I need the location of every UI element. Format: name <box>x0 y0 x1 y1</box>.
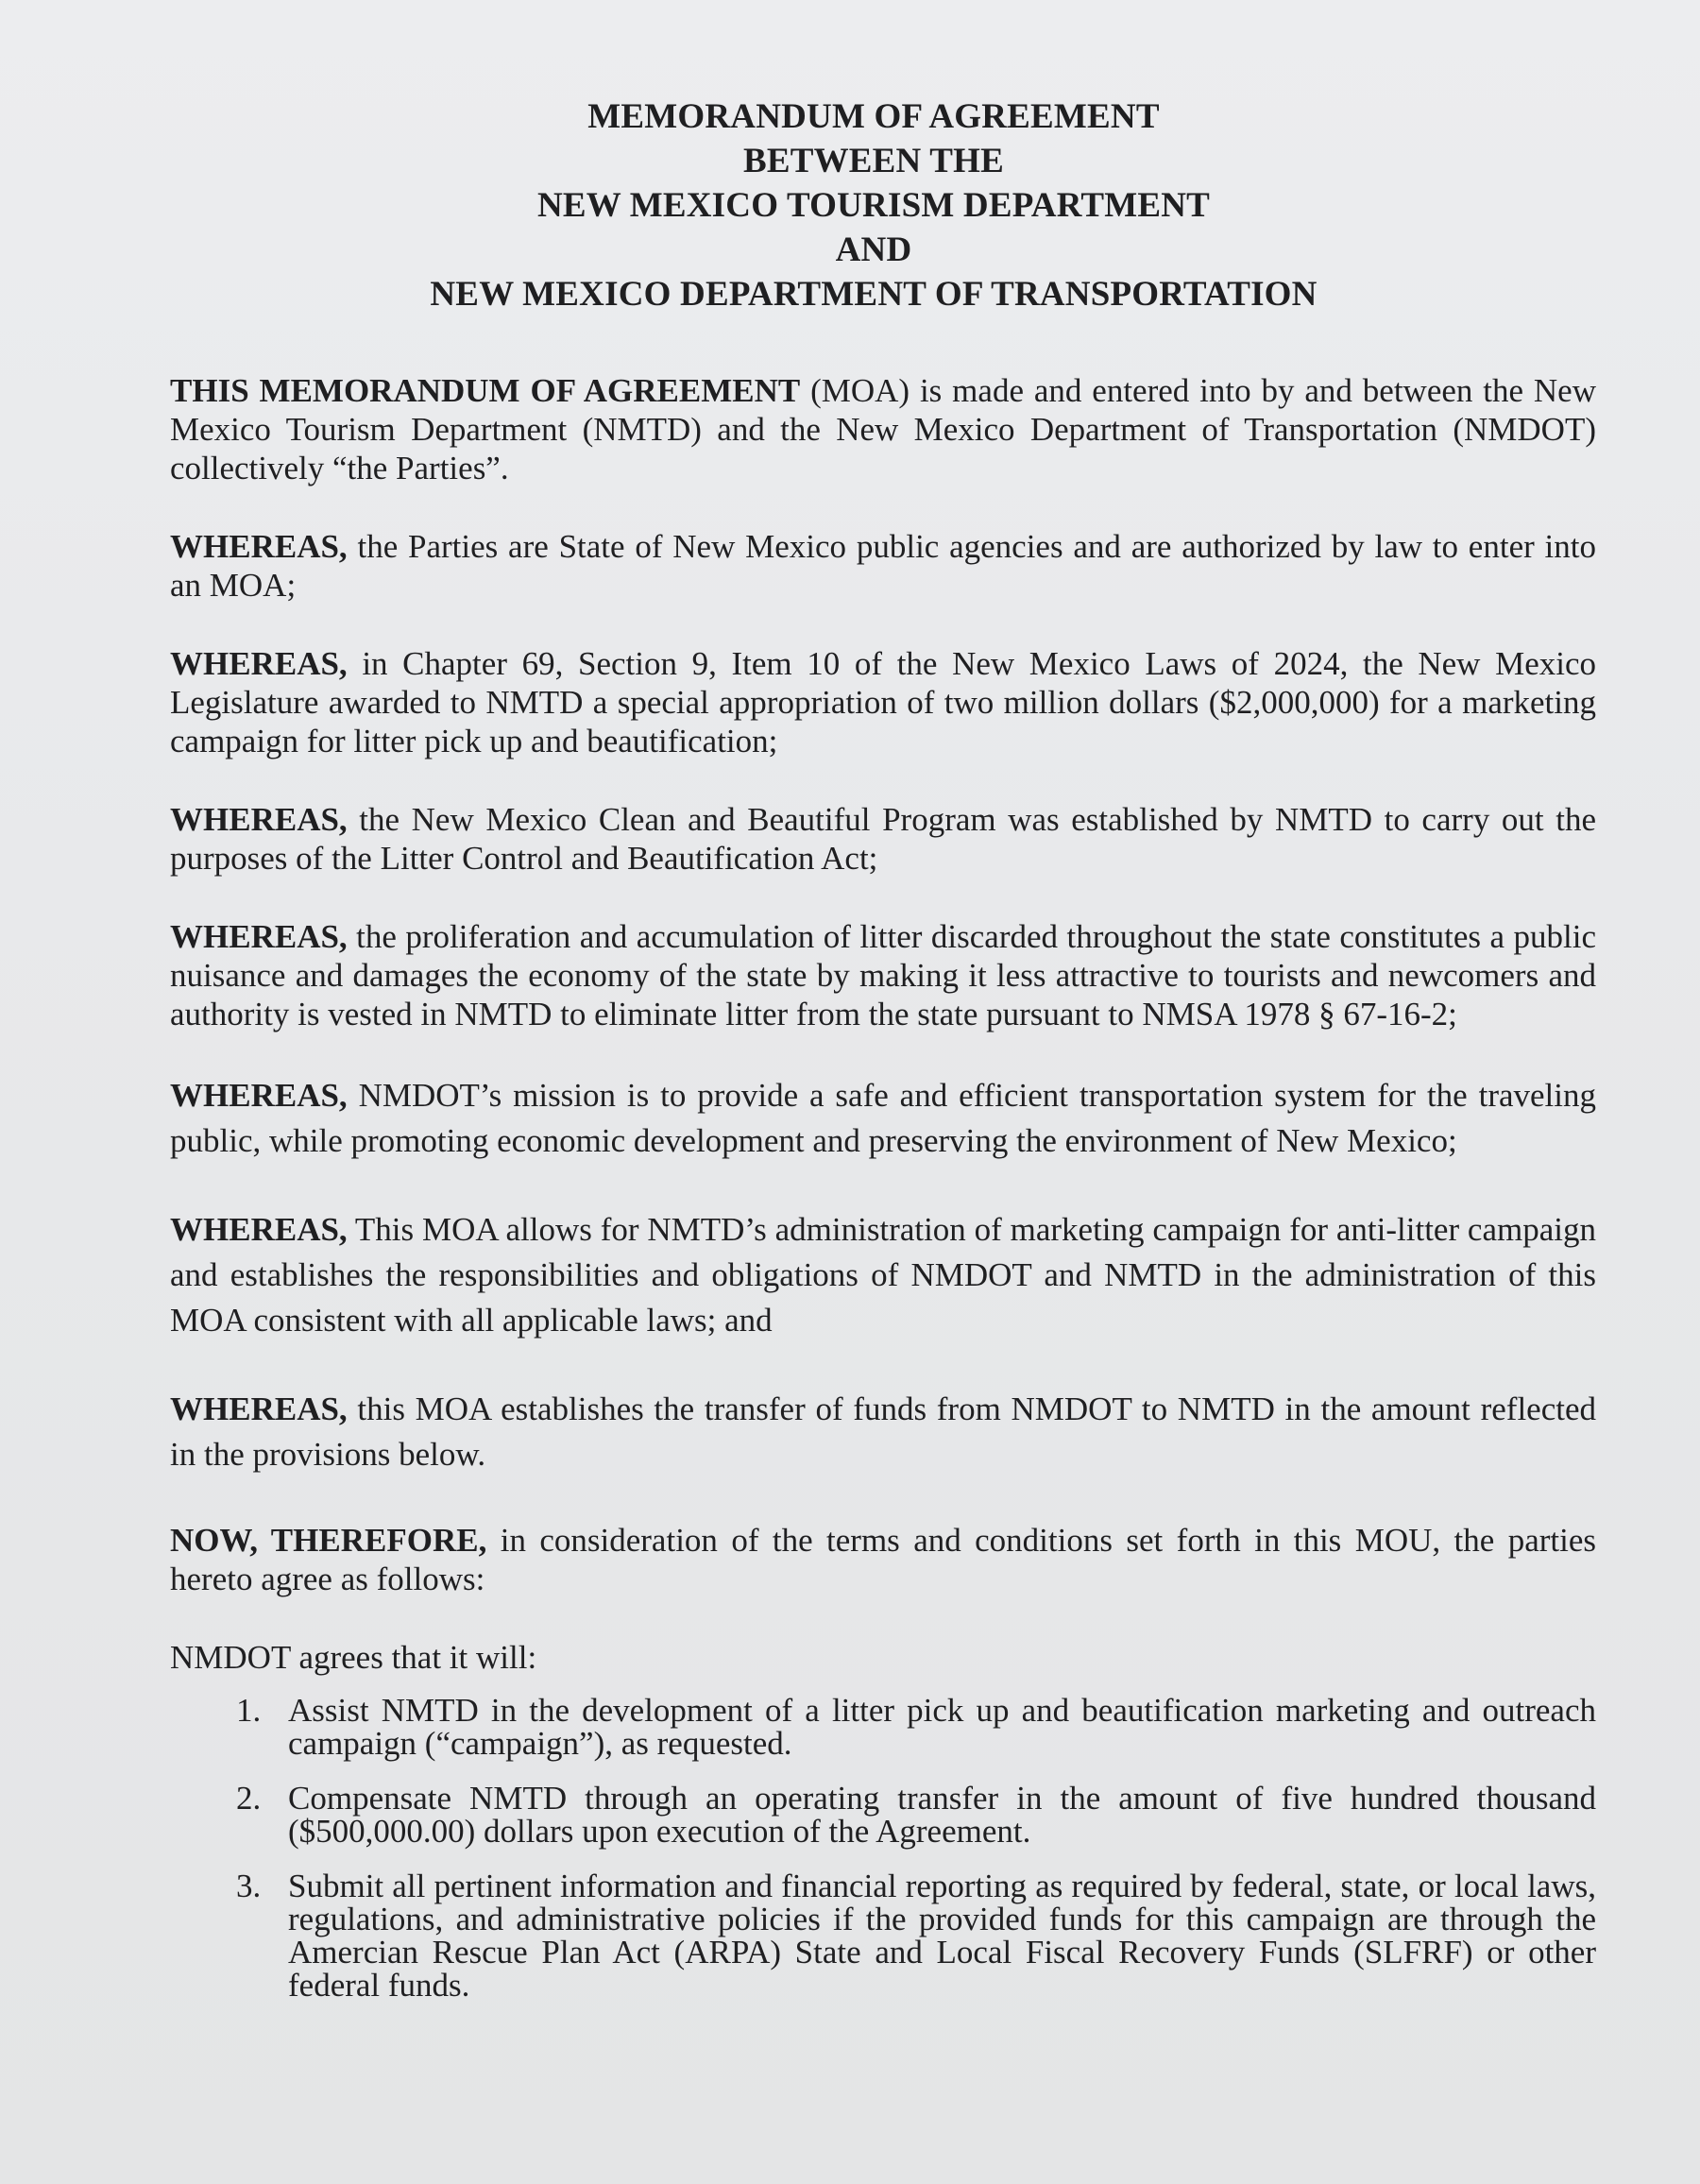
whereas-lead: WHEREAS, <box>170 918 348 955</box>
whereas-paragraph-7 <box>170 1387 1596 1477</box>
whereas-lead: WHEREAS, <box>170 528 348 565</box>
now-therefore-text: in consideration of the terms and conditions set forth in this MOU, the parties hereto agree as follows: <box>170 1522 1596 1597</box>
list-item-text: Compensate NMTD through an operating transfer in the amount of five hundred thousand ($500,000.00) dollars upon execution of the Agreement. <box>288 1780 1596 1850</box>
whereas-text: in Chapter 69, Section 9, Item 10 of the New Mexico Laws of 2024, the New Mexico Legislature awarded to NMTD a special appropriation of two million dollars ($2,000,000) for a marketing campaign for litter pick up and beautification; <box>170 645 1596 759</box>
title-line: NEW MEXICO DEPARTMENT OF TRANSPORTATION <box>430 275 1318 314</box>
intro-paragraph <box>170 371 1596 487</box>
whereas-text: the New Mexico Clean and Beautiful Program was established by NMTD to carry out the purposes of the Litter Control and Beautification Act; <box>170 801 1596 877</box>
now-therefore-paragraph <box>170 1521 1596 1598</box>
title-line: NEW MEXICO TOURISM DEPARTMENT <box>536 186 1211 225</box>
nmdot-agrees-heading: NMDOT agrees that it will: <box>170 1639 537 1676</box>
intro-text: (MOA) is made and entered into by and between the New Mexico Tourism Department (NMTD) and the New Mexico Department of Transportation (NMDOT) collectively “the Parties”. <box>170 372 1596 486</box>
list-item-number: 3. <box>236 1868 262 1904</box>
list-item <box>236 1694 1596 1760</box>
whereas-paragraph-2 <box>170 644 1596 760</box>
whereas-text: the Parties are State of New Mexico public agencies and are authorized by law to enter into an MOA; <box>170 528 1596 604</box>
whereas-text: NMDOT’s mission is to provide a safe and efficient transportation system for the traveling public, while promoting economic development and preserving the environment of New Mexico; <box>170 1077 1596 1159</box>
whereas-paragraph-4 <box>170 917 1596 1033</box>
document-title <box>170 94 1596 316</box>
list-item-text: Submit all pertinent information and financial reporting as required by federal, state, or local laws, regulations, and administrative policies if the provided funds for this campaign are through the Amercian Rescue Plan Act (ARPA) State and Local Fiscal Recovery Funds (SLFRF) or other federal funds. <box>288 1868 1596 2004</box>
whereas-paragraph-3 <box>170 800 1596 878</box>
title-line: BETWEEN THE <box>742 142 1005 180</box>
list-item <box>236 1869 1596 2002</box>
whereas-lead: WHEREAS, <box>170 1211 348 1248</box>
list-item <box>236 1782 1596 1848</box>
title-line: MEMORANDUM OF AGREEMENT <box>587 97 1160 136</box>
whereas-paragraph-1 <box>170 527 1596 605</box>
list-item-number: 1. <box>236 1692 262 1729</box>
whereas-text: the proliferation and accumulation of litter discarded throughout the state constitutes a public nuisance and damages the economy of the state by making it less attractive to tourists and newcomers and authority is vested in NMTD to eliminate litter from the state pursuant to NMSA 1978 § 67-16-2; <box>170 918 1596 1032</box>
whereas-lead: WHEREAS, <box>170 801 348 838</box>
title-line: AND <box>835 230 912 269</box>
whereas-lead: WHEREAS, <box>170 1077 348 1114</box>
intro-lead: THIS MEMORANDUM OF AGREEMENT <box>170 372 801 409</box>
whereas-paragraph-5 <box>170 1073 1596 1164</box>
whereas-text: This MOA allows for NMTD’s administration of marketing campaign for anti-litter campaign and establishes the responsibilities and obligations of NMDOT and NMTD in the administration of this MOA consistent with all applicable laws; and <box>170 1211 1596 1339</box>
list-item-text: Assist NMTD in the development of a litter pick up and beautification marketing and outreach campaign (“campaign”), as requested. <box>288 1692 1596 1762</box>
whereas-text: this MOA establishes the transfer of funds from NMDOT to NMTD in the amount reflected in the provisions below. <box>170 1391 1596 1473</box>
whereas-lead: WHEREAS, <box>170 645 348 682</box>
now-therefore-lead: NOW, THEREFORE, <box>170 1522 487 1559</box>
nmdot-obligations-list <box>170 1694 1596 2002</box>
whereas-paragraph-6 <box>170 1207 1596 1343</box>
list-item-number: 2. <box>236 1780 262 1817</box>
whereas-lead: WHEREAS, <box>170 1391 348 1427</box>
